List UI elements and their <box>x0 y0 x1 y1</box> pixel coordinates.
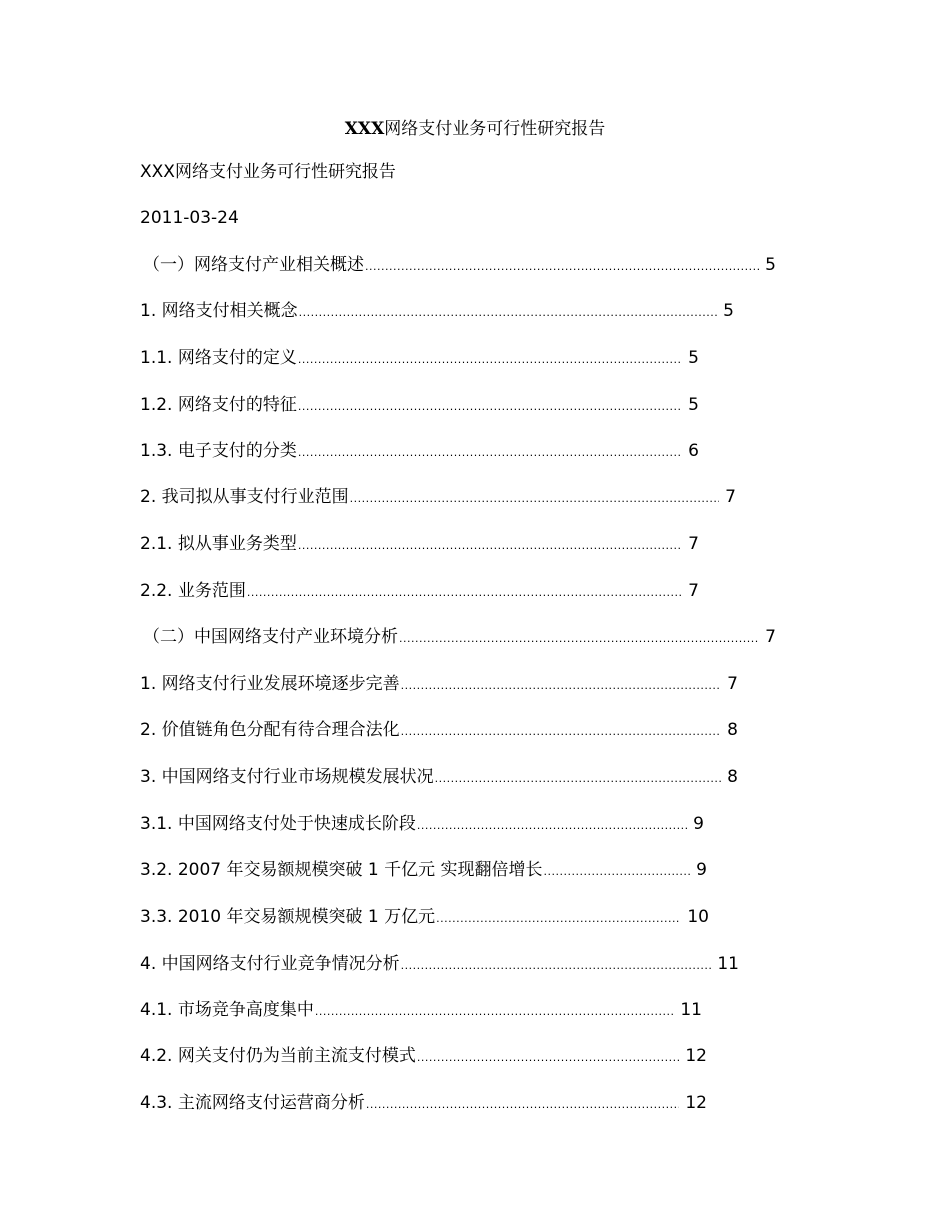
toc-page-number: 8 <box>727 720 738 740</box>
toc-entry[interactable] <box>140 580 699 602</box>
toc-entry[interactable] <box>140 766 738 788</box>
toc-leader-dots <box>399 628 759 650</box>
toc-leader-dots <box>247 582 682 604</box>
toc-entry-text: 4. 中国网络支付行业竞争情况分析 <box>140 954 400 974</box>
toc-entry-text: （一）网络支付产业相关概述 <box>143 255 364 275</box>
toc-entry-text: 2. 我司拟从事支付行业范围 <box>140 487 349 507</box>
toc-entry[interactable] <box>140 486 736 508</box>
toc-leader-dots <box>299 302 718 324</box>
toc-leader-dots <box>401 955 712 977</box>
toc-entry-text: 4.2. 网关支付仍为当前主流支付模式 <box>140 1046 416 1066</box>
toc-entry[interactable] <box>140 1045 707 1067</box>
toc-entry[interactable] <box>140 347 699 369</box>
toc-entry[interactable] <box>143 626 776 648</box>
toc-page-number: 8 <box>727 767 738 787</box>
toc-page-number: 10 <box>687 907 709 927</box>
toc-entry-text: 3.1. 中国网络支付处于快速成长阶段 <box>140 814 416 834</box>
toc-entry-text: 4.1. 市场竞争高度集中 <box>140 1000 314 1020</box>
toc-page-number: 5 <box>723 301 734 321</box>
toc-leader-dots <box>298 442 682 464</box>
toc-page-number: 5 <box>688 395 699 415</box>
toc-entry[interactable] <box>140 300 734 322</box>
toc-entry[interactable] <box>140 999 702 1021</box>
toc-entry-text: 2.1. 拟从事业务类型 <box>140 534 297 554</box>
toc-entry[interactable] <box>140 719 738 741</box>
toc-page-number: 7 <box>688 581 699 601</box>
toc-page-number: 9 <box>696 860 707 880</box>
document-title-cjk: 网络支付业务可行性研究报告 <box>384 119 606 139</box>
toc-entry[interactable] <box>140 394 699 416</box>
toc-page-number: 6 <box>688 441 699 461</box>
toc-leader-dots <box>544 861 691 883</box>
toc-entry[interactable] <box>140 440 699 462</box>
document-title-latin: XXX <box>344 119 385 139</box>
toc-entry-text: 1.1. 网络支付的定义 <box>140 348 297 368</box>
toc-entry-text: 1. 网络支付相关概念 <box>140 301 298 321</box>
toc-entry-text: 3. 中国网络支付行业市场规模发展状况 <box>140 767 434 787</box>
toc-leader-dots <box>350 488 720 510</box>
toc-leader-dots <box>298 349 682 371</box>
document-title <box>0 118 950 140</box>
toc-entry[interactable] <box>140 813 704 835</box>
toc-page-number: 9 <box>693 814 704 834</box>
document-subtitle: XXX网络支付业务可行性研究报告 <box>140 162 396 182</box>
toc-entry-text: 3.2. 2007 年交易额规模突破 1 千亿元 实现翻倍增长 <box>140 860 543 880</box>
toc-page-number: 7 <box>727 674 738 694</box>
toc-entry[interactable] <box>143 254 776 276</box>
toc-entry-text: 2. 价值链角色分配有待合理合法化 <box>140 720 400 740</box>
toc-entry-text: 2.2. 业务范围 <box>140 581 246 601</box>
toc-page-number: 11 <box>717 954 739 974</box>
toc-leader-dots <box>436 908 681 930</box>
toc-entry-text: 4.3. 主流网络支付运营商分析 <box>140 1093 365 1113</box>
toc-entry[interactable] <box>140 533 699 555</box>
toc-leader-dots <box>401 675 722 697</box>
toc-entry[interactable] <box>140 859 707 881</box>
toc-leader-dots <box>435 768 722 790</box>
toc-entry-text: 1. 网络支付行业发展环境逐步完善 <box>140 674 400 694</box>
toc-leader-dots <box>417 1047 680 1069</box>
toc-entry[interactable] <box>140 673 738 695</box>
toc-entry-text: 3.3. 2010 年交易额规模突破 1 万亿元 <box>140 907 436 927</box>
toc-leader-dots <box>366 1094 680 1116</box>
toc-entry[interactable] <box>140 906 709 928</box>
toc-page-number: 5 <box>688 348 699 368</box>
toc-leader-dots <box>417 815 687 837</box>
toc-leader-dots <box>365 256 759 278</box>
toc-leader-dots <box>401 721 722 743</box>
toc-entry-text: （二）中国网络支付产业环境分析 <box>143 627 398 647</box>
toc-entry[interactable] <box>140 953 739 975</box>
toc-leader-dots <box>298 535 682 557</box>
toc-page-number: 12 <box>685 1046 707 1066</box>
toc-page-number: 7 <box>725 487 736 507</box>
toc-leader-dots <box>298 396 682 418</box>
toc-entry[interactable] <box>140 1092 707 1114</box>
toc-page-number: 11 <box>680 1000 702 1020</box>
document-date: 2011-03-24 <box>140 208 239 228</box>
toc-page-number: 7 <box>688 534 699 554</box>
toc-page-number: 5 <box>765 255 776 275</box>
toc-entry-text: 1.3. 电子支付的分类 <box>140 441 297 461</box>
toc-page-number: 12 <box>685 1093 707 1113</box>
toc-leader-dots <box>315 1001 675 1023</box>
toc-entry-text: 1.2. 网络支付的特征 <box>140 395 297 415</box>
toc-page-number: 7 <box>765 627 776 647</box>
